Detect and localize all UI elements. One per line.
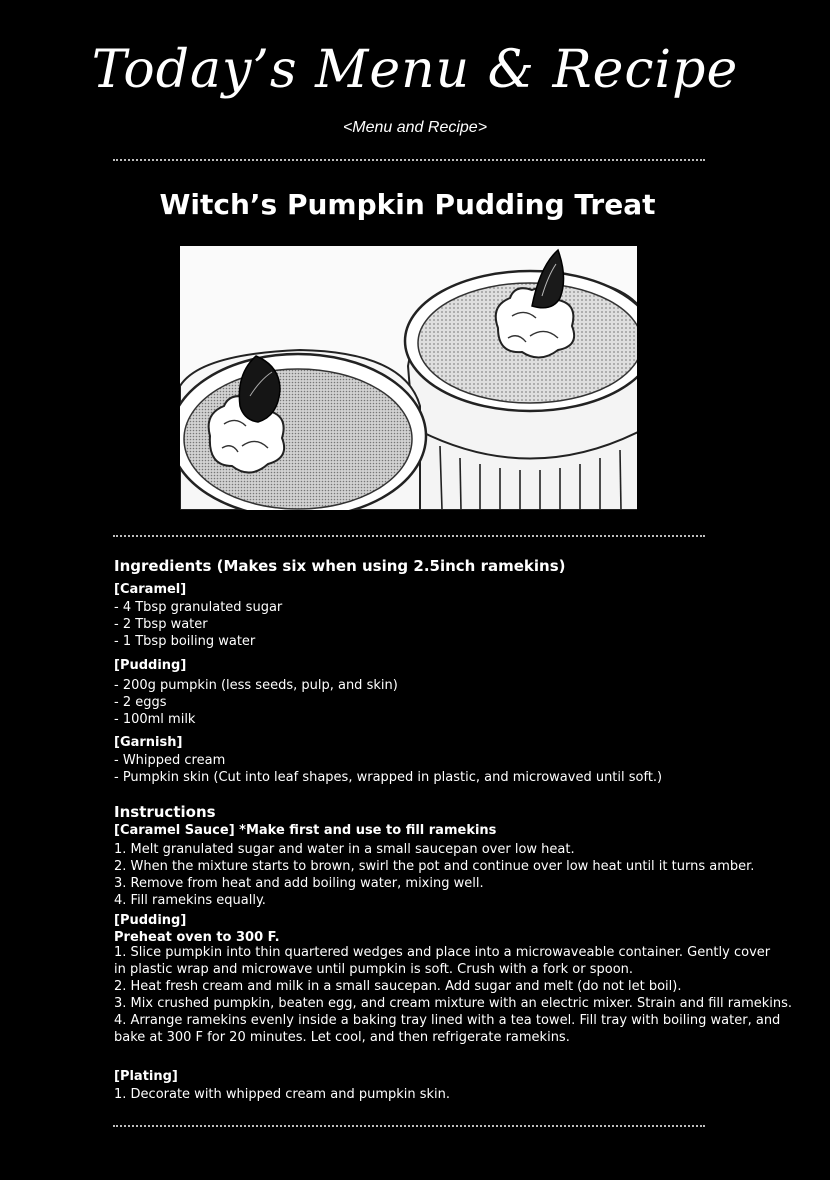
dotted-divider xyxy=(113,535,705,537)
instruction-step: 4. Arrange ramekins evenly inside a baking tray lined with a tea towel. Fill tray with boiling water, and xyxy=(114,1013,781,1028)
pudding-label: [Pudding] xyxy=(114,658,187,673)
ingredient-item: - 2 eggs xyxy=(114,695,167,710)
dish-title: Witch’s Pumpkin Pudding Treat xyxy=(159,188,656,221)
ingredient-item: - 200g pumpkin (less seeds, pulp, and skin) xyxy=(114,678,398,693)
instructions-heading: Instructions xyxy=(114,803,216,821)
ingredient-item: - 2 Tbsp water xyxy=(114,617,208,632)
ingredient-item: - 1 Tbsp boiling water xyxy=(114,634,256,649)
caramel-label: [Caramel] xyxy=(114,582,187,597)
plating-label: [Plating] xyxy=(114,1069,178,1084)
page-subtitle: <Menu and Recipe> xyxy=(342,119,488,136)
pudding-instructions-label: [Pudding] xyxy=(114,913,187,928)
dotted-divider xyxy=(113,1125,705,1127)
ingredient-item: - 4 Tbsp granulated sugar xyxy=(114,600,283,615)
preheat-note: Preheat oven to 300 F. xyxy=(114,930,280,945)
instruction-step: 2. When the mixture starts to brown, swirl the pot and continue over low heat until it turns amber. xyxy=(114,859,755,874)
instruction-step: 3. Remove from heat and add boiling water, mixing well. xyxy=(114,876,484,891)
ingredients-heading: Ingredients (Makes six when using 2.5inch ramekins) xyxy=(114,557,566,575)
ingredient-item: - 100ml milk xyxy=(114,712,196,727)
instruction-step: 1. Slice pumpkin into thin quartered wedges and place into a microwaveable container. Gently cover xyxy=(114,945,771,960)
page-title: Today’s Menu & Recipe xyxy=(91,40,739,100)
ingredient-item: - Pumpkin skin (Cut into leaf shapes, wrapped in plastic, and microwaved until soft.) xyxy=(114,770,663,785)
instruction-step: 3. Mix crushed pumpkin, beaten egg, and cream mixture with an electric mixer. Strain and fill ramekins. xyxy=(114,996,793,1011)
pudding-illustration xyxy=(180,246,637,510)
caramel-sauce-label: [Caramel Sauce] *Make first and use to fill ramekins xyxy=(114,823,497,838)
instruction-step: 1. Melt granulated sugar and water in a small saucepan over low heat. xyxy=(114,842,575,857)
instruction-step: 1. Decorate with whipped cream and pumpkin skin. xyxy=(114,1087,451,1102)
instruction-step: in plastic wrap and microwave until pumpkin is soft. Crush with a fork or spoon. xyxy=(114,962,634,977)
instruction-step: 4. Fill ramekins equally. xyxy=(114,893,266,908)
dotted-divider xyxy=(113,159,705,161)
instruction-step: bake at 300 F for 20 minutes. Let cool, and then refrigerate ramekins. xyxy=(114,1030,570,1045)
garnish-label: [Garnish] xyxy=(114,735,183,750)
ingredient-item: - Whipped cream xyxy=(114,753,226,768)
instruction-step: 2. Heat fresh cream and milk in a small saucepan. Add sugar and melt (do not let boil). xyxy=(114,979,682,994)
